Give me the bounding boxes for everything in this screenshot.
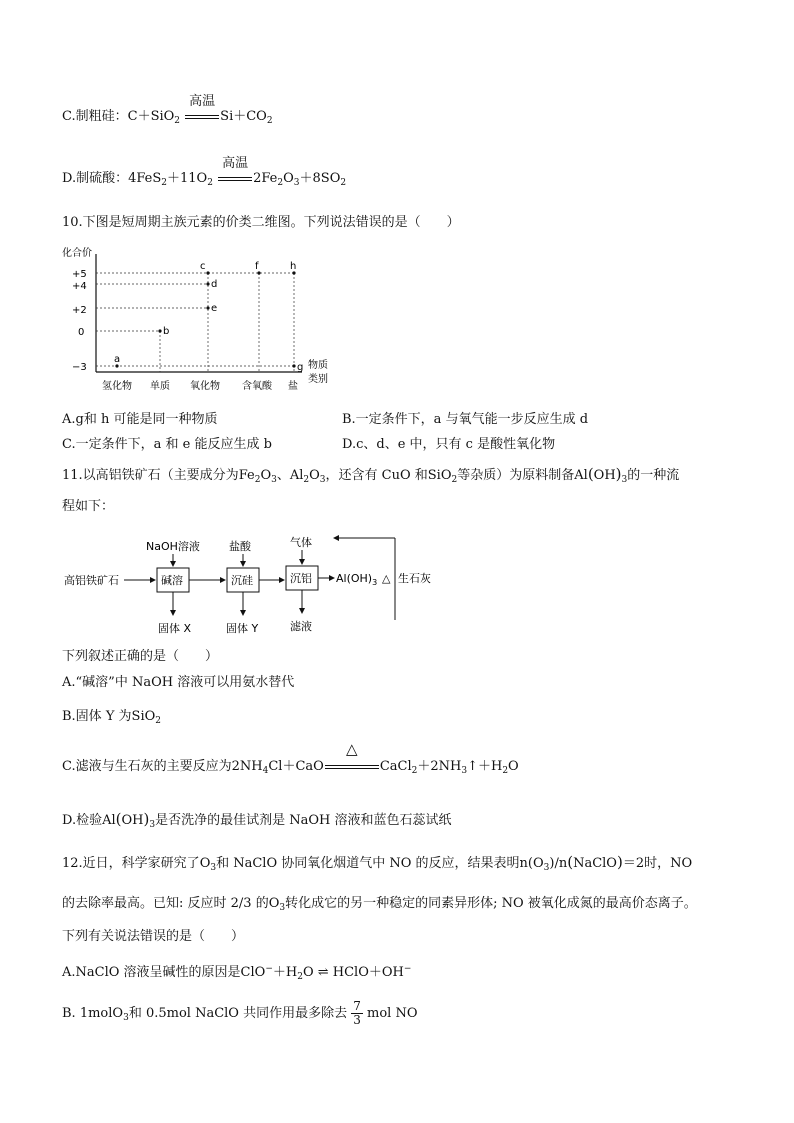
xcat-hydride: 氢化物 <box>102 381 132 392</box>
reagent-gas: 气体 <box>290 536 312 549</box>
q12-stem-line2: 的去除率最高。已知: 反应时 2/3 的$O_3$转化成它的另一种稳定的同素异形体; NO 被氧化成氮的最高价态离子。 <box>62 896 697 913</box>
reagent-naoh: NaOH溶液 <box>146 540 200 553</box>
label-c: c <box>200 261 206 272</box>
q11-option-b: B.固体 Y 为SiO$_2$ <box>62 709 162 726</box>
point-b <box>158 329 161 332</box>
label-e: e <box>211 303 218 314</box>
reagent-hcl: 盐酸 <box>229 540 251 553</box>
svg-text:沉硅: 沉硅 <box>231 574 253 587</box>
q10-option-a: A.g和 h 可能是同一种物质 <box>62 412 218 427</box>
output-solid-x: 固体 X <box>158 622 192 635</box>
q11-stem-line2: 程如下： <box>62 499 115 514</box>
q11-ask: 下列叙述正确的是（ ） <box>62 649 219 664</box>
xcat-oxide: 氧化物 <box>190 381 220 392</box>
delta-symbol: △ <box>382 572 391 585</box>
q11-stem: 11.以高铝铁矿石（主要成分为$Fe_2O_3$、$Al_2O_3$，还含有 CuO 和SiO$_2$等杂质）为原料制备$Al(OH)_3$的一种流 <box>62 465 680 485</box>
option-c-silicon: C.制粗硅：C＋SiO$_2$ 高温 $Si+CO_2$ <box>62 94 273 126</box>
q10-option-c: C.一定条件下，a 和 e 能反应生成 b <box>62 437 272 452</box>
condition-high-temp: 高温 <box>185 108 219 126</box>
xcat-salt: 盐 <box>288 381 298 392</box>
q10-stem: 10.下图是短周期主族元素的价类二维图。下列说法错误的是（ ） <box>62 215 460 230</box>
label-f: f <box>255 261 259 272</box>
q12-option-b: B. 1molO$_3$和 0.5mol NaClO 共同作用最多除去 $\frac{7}{3}$ mol NO <box>62 999 418 1027</box>
label-a: a <box>114 354 121 365</box>
output-solid-y: 固体 Y <box>226 622 259 635</box>
ytick-m3: −3 <box>72 362 87 373</box>
q11-option-d: D.检验$Al(OH)_3$是否洗净的最佳试剂是 NaOH 溶液和蓝色石蕊试纸 <box>62 810 452 830</box>
point-g <box>292 364 295 367</box>
xlabel-1: 物质 <box>308 360 328 371</box>
ytick-0: 0 <box>78 327 85 338</box>
svg-text:碱溶: 碱溶 <box>161 574 183 587</box>
point-d <box>206 282 209 285</box>
label-h: h <box>290 261 297 272</box>
q12-ask: 下列有关说法错误的是（ ） <box>62 929 245 944</box>
q10-option-d: D.c、d、e 中，只有 c 是酸性氧化物 <box>342 437 556 452</box>
fraction-7-3: $\frac{7}{3}$ <box>353 999 361 1027</box>
ytick-p2: +2 <box>72 305 87 316</box>
xcat-oxyacid: 含氧酸 <box>242 381 272 392</box>
q11-option-a: A.“碱溶”中 NaOH 溶液可以用氨水替代 <box>62 675 295 690</box>
output-filtrate: 滤液 <box>290 620 312 633</box>
product-aloh: $Al(OH)_3$ <box>336 572 378 587</box>
label-d: d <box>211 279 218 290</box>
xlabel-2: 类别 <box>308 374 328 385</box>
condition-high-temp-2: 高温 <box>218 170 252 188</box>
ytick-p5: +5 <box>72 269 87 280</box>
label-g: g <box>297 362 304 373</box>
flow-start: 高铝铁矿石 <box>64 574 119 587</box>
q11-flowchart <box>62 530 442 640</box>
q11-option-c: C.滤液与生石灰的主要反应为$2NH_4Cl+CaO$ △ $CaCl_2+2NH_3↑+H_2O$ <box>62 740 519 776</box>
point-e <box>206 306 209 309</box>
reagent-quicklime: 生石灰 <box>398 572 431 585</box>
ytick-p4: +4 <box>72 281 87 292</box>
q12-stem: 12.近日，科学家研究了$O_3$和 NaClO 协同氧化烟道气中 NO 的反应，结果表明$n(O_3)/n(NaClO)=2$时，NO <box>62 853 693 873</box>
svg-text:沉铝: 沉铝 <box>290 572 312 585</box>
chart-ylabel: 化合价 <box>62 248 92 259</box>
q12-option-a: A.NaClO 溶液呈碱性的原因是$ClO^-+H_2O$ ⇌ HClO＋OH− <box>62 964 412 982</box>
option-d-sulfuric: D.制硫酸：$4FeS_2+11O_2$ 高温 $2Fe_2O_3+8SO_2$ <box>62 156 347 188</box>
q10-valence-chart <box>62 244 352 394</box>
xcat-element: 单质 <box>150 381 170 392</box>
point-c <box>206 271 209 274</box>
q10-option-b: B.一定条件下，a 与氧气能一步反应生成 d <box>342 412 589 427</box>
label-b: b <box>163 326 170 337</box>
